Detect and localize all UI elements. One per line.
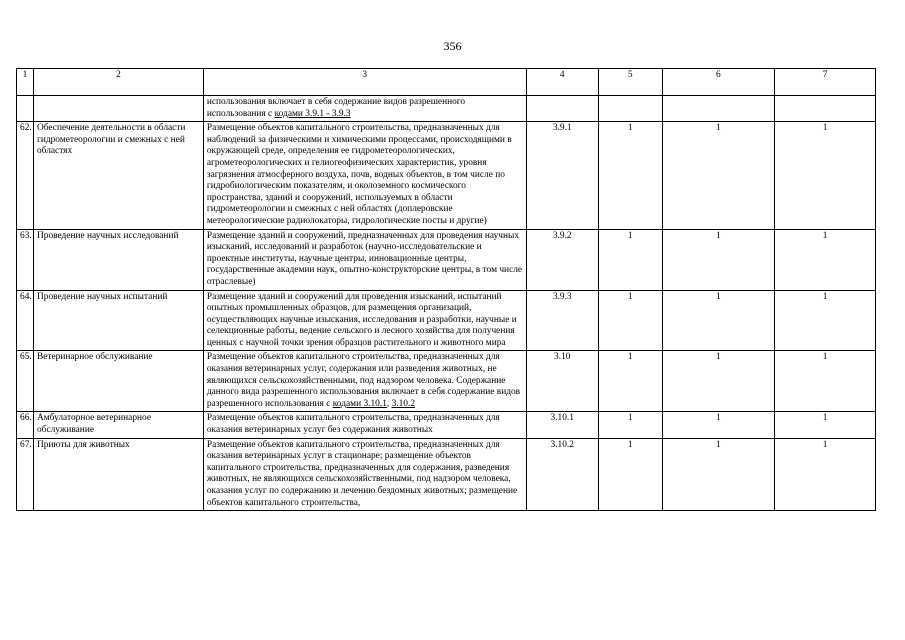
use-code: 3.10 bbox=[526, 351, 598, 412]
use-name: Обеспечение деятельности в области гидрометеорологии и смежных с ней областях bbox=[33, 122, 203, 229]
use-name: Амбулаторное ветеринарное обслуживание bbox=[33, 412, 203, 438]
code-link[interactable]: кодами 3.10.1 bbox=[332, 398, 387, 409]
use-code: 3.10.1 bbox=[526, 412, 598, 438]
use-description: Размещение зданий и сооружений для проведения изысканий, испытаний опытных промышленных образцов, для размещения организаций, осуществляющих научные изыскания, исследования и разработки, научные и селекционные работы, ведение сельского и лесного хозяйства для получения ценных с научной точки зрения образцов растительного и животного мира bbox=[203, 290, 526, 351]
table-row bbox=[17, 438, 876, 511]
header-col-7: 7 bbox=[775, 69, 876, 96]
col-5-value: 1 bbox=[598, 412, 662, 438]
cell-empty bbox=[526, 96, 598, 122]
description-text: Размещение объектов капитального строительства, предназначенных для оказания ветеринарных услуг, содержания или разведения животных, не являющихся сельскохозяйственными, под надзором человека. Содержание данного вида разрешенного использования включает в себя содержание видов разрешенного использования с bbox=[206, 352, 521, 409]
row-number: 66. bbox=[17, 412, 34, 438]
table-row bbox=[17, 229, 876, 290]
row-number: 64. bbox=[17, 290, 34, 351]
cell-empty bbox=[775, 96, 876, 122]
use-code: 3.9.2 bbox=[526, 229, 598, 290]
cell-empty bbox=[17, 96, 34, 122]
use-description: Размещение объектов капитального строительства, предназначенных для оказания ветеринарных услуг в стационаре; размещение объектов капитального строительства, предназначенных для содержания, разведения животных, не являющихся сельскохозяйственными, под надзором человека, оказания услуг по содержанию и лечению бездомных животных; размещение объектов капитального строительства, bbox=[203, 438, 526, 511]
cell-empty bbox=[662, 96, 775, 122]
col-6-value: 1 bbox=[662, 351, 775, 412]
row-number: 67. bbox=[17, 438, 34, 511]
table-row bbox=[17, 351, 876, 412]
use-code: 3.9.3 bbox=[526, 290, 598, 351]
code-link[interactable]: 3.10.2 bbox=[391, 398, 416, 409]
table-row bbox=[17, 412, 876, 438]
col-7-value: 1 bbox=[775, 229, 876, 290]
row-number: 63. bbox=[17, 229, 34, 290]
col-7-value: 1 bbox=[775, 438, 876, 511]
cell-empty bbox=[33, 96, 203, 122]
cell-empty bbox=[598, 96, 662, 122]
code-link[interactable]: кодами 3.9.1 - 3.9.3 bbox=[274, 108, 351, 119]
header-col-3: 3 bbox=[203, 69, 526, 96]
use-name: Проведение научных исследований bbox=[33, 229, 203, 290]
col-6-value: 1 bbox=[662, 122, 775, 229]
col-7-value: 1 bbox=[775, 351, 876, 412]
header-col-5: 5 bbox=[598, 69, 662, 96]
table-row bbox=[17, 122, 876, 229]
use-name: Приюты для животных bbox=[33, 438, 203, 511]
col-7-value: 1 bbox=[775, 412, 876, 438]
use-description: Размещение зданий и сооружений, предназначенных для проведения научных изысканий, исследований и разработок (научно-исследовательские и проектные институты, научные центры, инновационные центры, государственные академии наук, опытно-конструкторские центры, в том числе отраслевые) bbox=[203, 229, 526, 290]
header-col-1: 1 bbox=[17, 69, 34, 96]
col-7-value: 1 bbox=[775, 122, 876, 229]
use-description: Размещение объектов капитального строительства, предназначенных для оказания ветеринарных услуг без содержания животных bbox=[203, 412, 526, 438]
continuation-text: использования включает в себя содержание видов разрешенного использования с bbox=[206, 97, 466, 119]
row-number: 65. bbox=[17, 351, 34, 412]
col-7-value: 1 bbox=[775, 290, 876, 351]
col-5-value: 1 bbox=[598, 438, 662, 511]
use-name: Ветеринарное обслуживание bbox=[33, 351, 203, 412]
table-row bbox=[17, 290, 876, 351]
col-5-value: 1 bbox=[598, 290, 662, 351]
separator-text: , bbox=[386, 398, 392, 409]
header-col-2: 2 bbox=[33, 69, 203, 96]
continuation-row bbox=[17, 96, 876, 122]
col-5-value: 1 bbox=[598, 351, 662, 412]
col-6-value: 1 bbox=[662, 229, 775, 290]
use-description bbox=[203, 351, 526, 412]
header-col-4: 4 bbox=[526, 69, 598, 96]
land-use-table bbox=[16, 68, 876, 511]
continuation-description bbox=[203, 96, 526, 122]
page-number: 356 bbox=[443, 39, 462, 53]
col-6-value: 1 bbox=[662, 290, 775, 351]
col-5-value: 1 bbox=[598, 122, 662, 229]
header-col-6: 6 bbox=[662, 69, 775, 96]
col-6-value: 1 bbox=[662, 412, 775, 438]
row-number: 62. bbox=[17, 122, 34, 229]
header-row bbox=[17, 69, 876, 96]
use-description: Размещение объектов капитального строительства, предназначенных для наблюдений за физическими и химическими процессами, происходящими в окружающей среде, определения ее гидрометеорологических, агрометеорологических и гелиогеофизических характеристик, уровня загрязнения атмосферного воздуха, почв, водных объектов, в том числе по гидробиологическим показателям, и околоземного космического пространства, зданий и сооружений, используемых в области гидрометеорологии и смежных с ней областях (доплеровские метеорологические радиолокаторы, гидрологические посты и другие) bbox=[203, 122, 526, 229]
col-6-value: 1 bbox=[662, 438, 775, 511]
use-code: 3.10.2 bbox=[526, 438, 598, 511]
use-code: 3.9.1 bbox=[526, 122, 598, 229]
use-name: Проведение научных испытаний bbox=[33, 290, 203, 351]
col-5-value: 1 bbox=[598, 229, 662, 290]
